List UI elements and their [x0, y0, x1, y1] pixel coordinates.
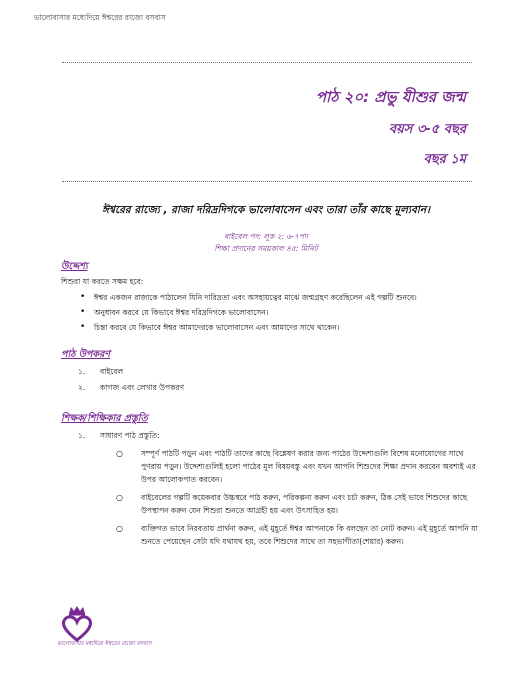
materials-heading: পাঠ উপকরণ — [61, 349, 111, 360]
item-text: কাগজ এবং লেখার উপকরণ — [100, 383, 185, 392]
list-item: ○ বাইবেলের গল্পটি কয়েকবার উচ্চস্বরে পাঠ করুন, পরিকল্পনা করুন এবং চর্চা করুন, ঠিক সেই ভাবে শিশুদের কাছে উপস্থাপন করুন যেন শিশুরা শুনতে আগ্রহী হয় এবং উৎসাহিত হয়। — [116, 493, 468, 515]
list-item: ○ সম্পূর্ণ পাঠটি পড়ুন এবং পাঠটি তাদের কাছে বিশ্লেষণ করার জন্য পাঠের উদ্দেশ্যগুলি বিশেষ মনোযোগের সাথে পুণরায় পড়ুন। উদ্দেশ্যগুলিই হলো পাঠের মূল বিষয়বস্তু এবং যখন আপনি শিশুদের শিক্ষা প্রদান করবেন অবশ্যই এর উপর আলোকপাত করবেন। — [116, 449, 476, 484]
lesson-title: পাঠ ২০: প্রভু যীশুর জন্ম — [315, 88, 466, 106]
objectives-intro: শিশুরা যা করতে সক্ষম হবে: — [61, 277, 144, 286]
list-item: • চিন্তা করবে যে কিভাবে ঈশ্বর আমাদেরকে ভালোবাসেন এবং আমাদের সাথে থাকেন। — [80, 322, 480, 333]
objectives-list — [80, 292, 480, 337]
objectives-heading: উদ্দেশ্য — [61, 261, 88, 272]
main-point: ঈশ্বরের রাজ্যে , রাজা দরিদ্রদিগকে ভালোবাসেন এবং তারা তাঁর কাছে মূল্যবান। — [102, 204, 430, 216]
footer-text: ভালোবাসার মধ্যদিয়ে ঈশ্বরের রাজ্যে বসবাস — [57, 641, 152, 647]
item-text: সাধারণ পাঠ প্রস্তুতি: — [100, 431, 160, 440]
teaching-time: শিক্ষা প্রদানের সময়কাল ৪৫: মিনিট — [214, 244, 318, 253]
running-header: ভালোবাসার মধ্যেদিয়ে ঈশ্বরের রাজ্যে বসবাস — [34, 13, 166, 22]
item-number: ১. — [78, 367, 86, 376]
list-item — [78, 367, 123, 379]
circle-bullet-icon: ○ — [116, 449, 123, 458]
divider-top — [62, 62, 472, 63]
circle-bullet-icon: ○ — [116, 493, 123, 502]
divider-middle — [62, 181, 472, 182]
item-number: ২. — [78, 383, 86, 392]
bible-passage: বাইবেল পদ: লূক ২: ৬-৭পদ — [224, 232, 308, 241]
preparation-heading: শিক্ষক/শিক্ষিকার প্রস্তুতি — [61, 413, 148, 424]
list-item — [78, 383, 184, 395]
circle-bullet-icon: ○ — [116, 524, 123, 533]
year-label: বছর ১ম — [423, 152, 466, 167]
item-number: ১. — [78, 431, 86, 440]
list-item: • ঈশ্বর একজন রাজাকে পাঠালেন যিনি দারিদ্রতা এবং অসহায়ত্বের মাঝে জন্মগ্রহণ করেছিলেন এই গল্পটি শুনবে। — [80, 292, 480, 303]
preparation-sublist — [116, 447, 478, 553]
list-item: ○ ব্যক্তিগত ভাবে নিরবতায় প্রার্থনা করুন, এই মুহূর্তে ঈশ্বর আপনাকে কি বলছেন তা নোট করুন। এই মুহূর্তে আপনি যা শুনতে পেয়েছেন সেটা যদি যথাযথ হয়, তবে শিশুদের সাথে তা সহভাগীতা(শেয়ার) করুন। — [116, 524, 478, 546]
list-item — [78, 431, 160, 443]
age-range: বয়স ৩-৫ বছর — [388, 122, 466, 137]
list-item: • অনুধাবন করবে যে কিভাবে ঈশ্বর দরিদ্রদিগকে ভালোবাসেন। — [80, 307, 480, 318]
item-text: বাইবেল — [100, 367, 124, 376]
